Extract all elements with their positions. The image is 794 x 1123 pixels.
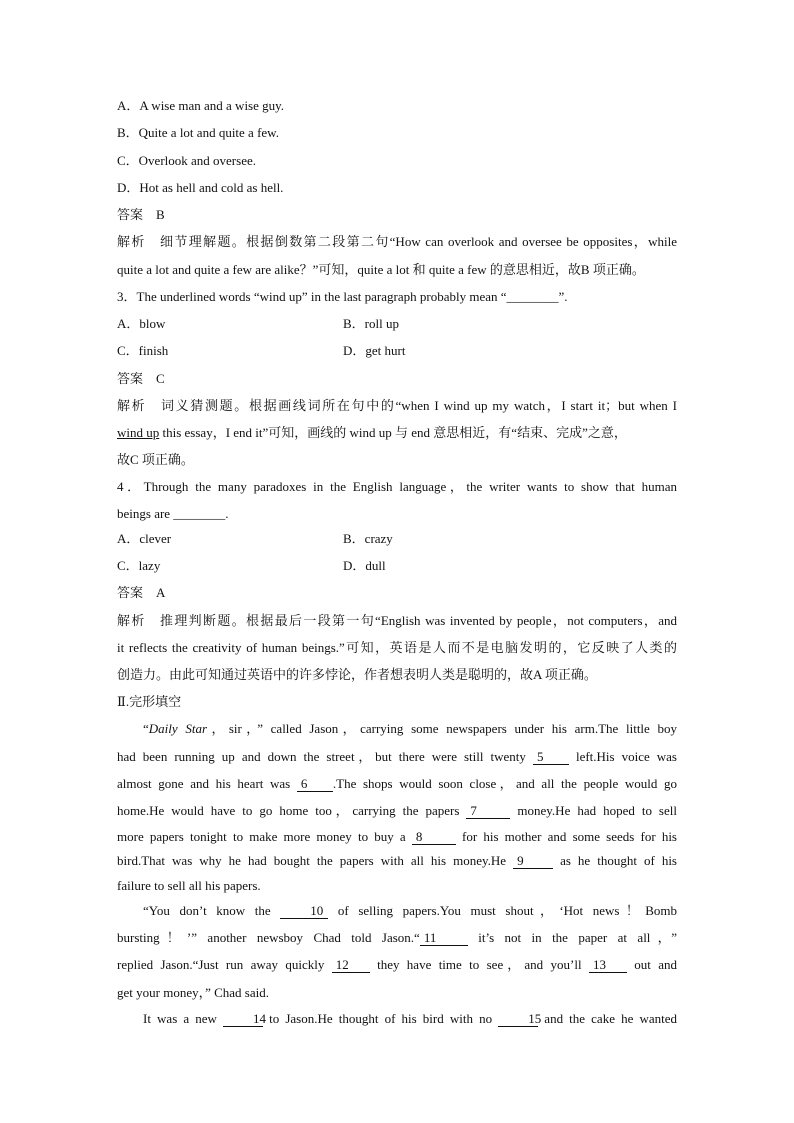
q3-stem: 3．The underlined words “wind up” in the last paragraph probably mean “________”. bbox=[117, 289, 568, 304]
quote-mark: “ bbox=[143, 721, 149, 736]
passage-p1-line4 bbox=[117, 803, 677, 819]
q3-options-row1 bbox=[117, 316, 677, 332]
blank-14: 14 bbox=[223, 1012, 263, 1027]
q2-explanation-line1: 解析 细节理解题。根据倒数第二段第二句“How can overlook and oversee be opposites，while bbox=[117, 234, 677, 249]
passage-text: It was a new bbox=[143, 1011, 224, 1026]
passage-p1-line2 bbox=[117, 749, 677, 765]
passage-p2-line1 bbox=[117, 903, 677, 919]
q4-explanation-line2: it reflects the creativity of human beings.”可知，英语是人而不是电脑发明的，它反映了人类的 bbox=[117, 640, 677, 655]
blank-15: 15 bbox=[498, 1012, 538, 1027]
passage-p1-line1 bbox=[117, 721, 677, 737]
passage-text: to Jason.He thought of his bird with no bbox=[263, 1011, 499, 1026]
q3-option-d: D．get hurt bbox=[343, 343, 406, 358]
blank-6: 6 bbox=[297, 777, 333, 792]
q4-option-a: A．clever bbox=[117, 531, 172, 546]
blank-11: 11 bbox=[420, 931, 468, 946]
q4-option-d: D．dull bbox=[343, 558, 386, 573]
q3-explanation-line2-text: this essay，I end it”可知，画线的 wind up 与 end 意思相近，有“结束、完成”之意， bbox=[159, 425, 627, 440]
passage-text: for his mother and some seeds for his bbox=[455, 829, 677, 844]
q3-explanation-line2 bbox=[117, 425, 677, 441]
passage-p2-line3 bbox=[117, 957, 677, 973]
q3-option-a: A．blow bbox=[117, 316, 166, 331]
passage-text: bird.That was why he had bought the papers with all his money.He bbox=[117, 853, 514, 868]
passage-text: and the cake he wanted bbox=[538, 1011, 677, 1026]
blank-9: 9 bbox=[513, 854, 553, 869]
q2-explanation-line2: quite a lot and quite a few are alike？”可知，quite a lot 和 quite a few 的意思相近，故B 项正确。 bbox=[117, 262, 645, 277]
q4-options-row1 bbox=[117, 531, 677, 547]
passage-p1-line5 bbox=[117, 829, 677, 845]
blank-12: 12 bbox=[332, 958, 370, 973]
passage-p2-line4: get your money，” Chad said. bbox=[117, 985, 269, 1000]
section-title: Ⅱ.完形填空 bbox=[117, 694, 182, 709]
passage-text: replied Jason.“Just run away quickly bbox=[117, 957, 332, 972]
passage-text: bursting！’” another newsboy Chad told Jason.“ bbox=[117, 930, 420, 945]
q2-option-b: B．Quite a lot and quite a few. bbox=[117, 125, 279, 140]
passage-text: it’s not in the paper at all，” bbox=[467, 930, 677, 945]
passage-text: out and bbox=[626, 957, 678, 972]
passage-text: they have time to see，and you’ll bbox=[369, 957, 589, 972]
passage-text: “You don’t know the bbox=[143, 903, 281, 918]
passage-p1-line7: failure to sell all his papers. bbox=[117, 878, 261, 893]
blank-7: 7 bbox=[466, 804, 510, 819]
passage-p1-line3 bbox=[117, 776, 677, 792]
blank-8: 8 bbox=[412, 830, 456, 845]
q3-option-b: B．roll up bbox=[343, 316, 399, 331]
underlined-phrase: wind up bbox=[117, 425, 160, 440]
q2-option-a: A．A wise man and a wise guy. bbox=[117, 98, 285, 113]
q2-option-c: C．Overlook and oversee. bbox=[117, 153, 256, 168]
passage-p1-line6 bbox=[117, 853, 677, 869]
q4-answer: 答案 A bbox=[117, 585, 166, 600]
q4-options-row2 bbox=[117, 558, 677, 574]
passage-text: more papers tonight to make more money to buy a bbox=[117, 829, 412, 844]
passage-text: .The shops would soon close，and all the people would go bbox=[332, 776, 677, 791]
q2-answer: 答案 B bbox=[117, 207, 165, 222]
q4-explanation-line3: 创造力。由此可知通过英语中的许多悖论，作者想表明人类是聪明的，故A 项正确。 bbox=[117, 667, 597, 682]
passage-text: had been running up and down the street，but there were still twenty bbox=[117, 749, 533, 764]
q3-explanation-line1: 解析 词义猜测题。根据画线词所在句中的“when I wind up my watch，I start it；but when I bbox=[117, 398, 677, 413]
q3-options-row2 bbox=[117, 343, 677, 359]
q4-option-b: B．crazy bbox=[343, 531, 393, 546]
blank-5: 5 bbox=[533, 750, 569, 765]
q4-stem-line2: beings are ________. bbox=[117, 506, 229, 521]
q4-stem-line1: 4．Through the many paradoxes in the English language，the writer wants to show that human bbox=[117, 479, 677, 494]
passage-text: home.He would have to go home too，carrying the papers bbox=[117, 803, 467, 818]
q3-answer: 答案 C bbox=[117, 371, 165, 386]
blank-13: 13 bbox=[589, 958, 627, 973]
passage-p3-line1 bbox=[117, 1011, 677, 1027]
q2-option-d: D．Hot as hell and cold as hell. bbox=[117, 180, 284, 195]
passage-text: of selling papers.You must shout，‘Hot news！Bomb bbox=[328, 903, 677, 918]
q4-explanation-line1: 解析 推理判断题。根据最后一段第一句“English was invented by people，not computers，and bbox=[117, 613, 677, 628]
q3-option-c: C．finish bbox=[117, 343, 169, 358]
passage-text: left.His voice was bbox=[568, 749, 677, 764]
q4-option-c: C．lazy bbox=[117, 558, 161, 573]
passage-text: almost gone and his heart was bbox=[117, 776, 297, 791]
passage-text: money.He had hoped to sell bbox=[510, 803, 677, 818]
blank-10: 10 bbox=[280, 904, 328, 919]
passage-p2-line2 bbox=[117, 930, 677, 946]
newspaper-name: Daily Star bbox=[148, 721, 208, 736]
passage-text: as he thought of his bbox=[553, 853, 677, 868]
q3-explanation-line3: 故C 项正确。 bbox=[117, 452, 194, 467]
passage-text: ，sir，” called Jason，carrying some newspapers under his arm.The little boy bbox=[207, 721, 677, 736]
